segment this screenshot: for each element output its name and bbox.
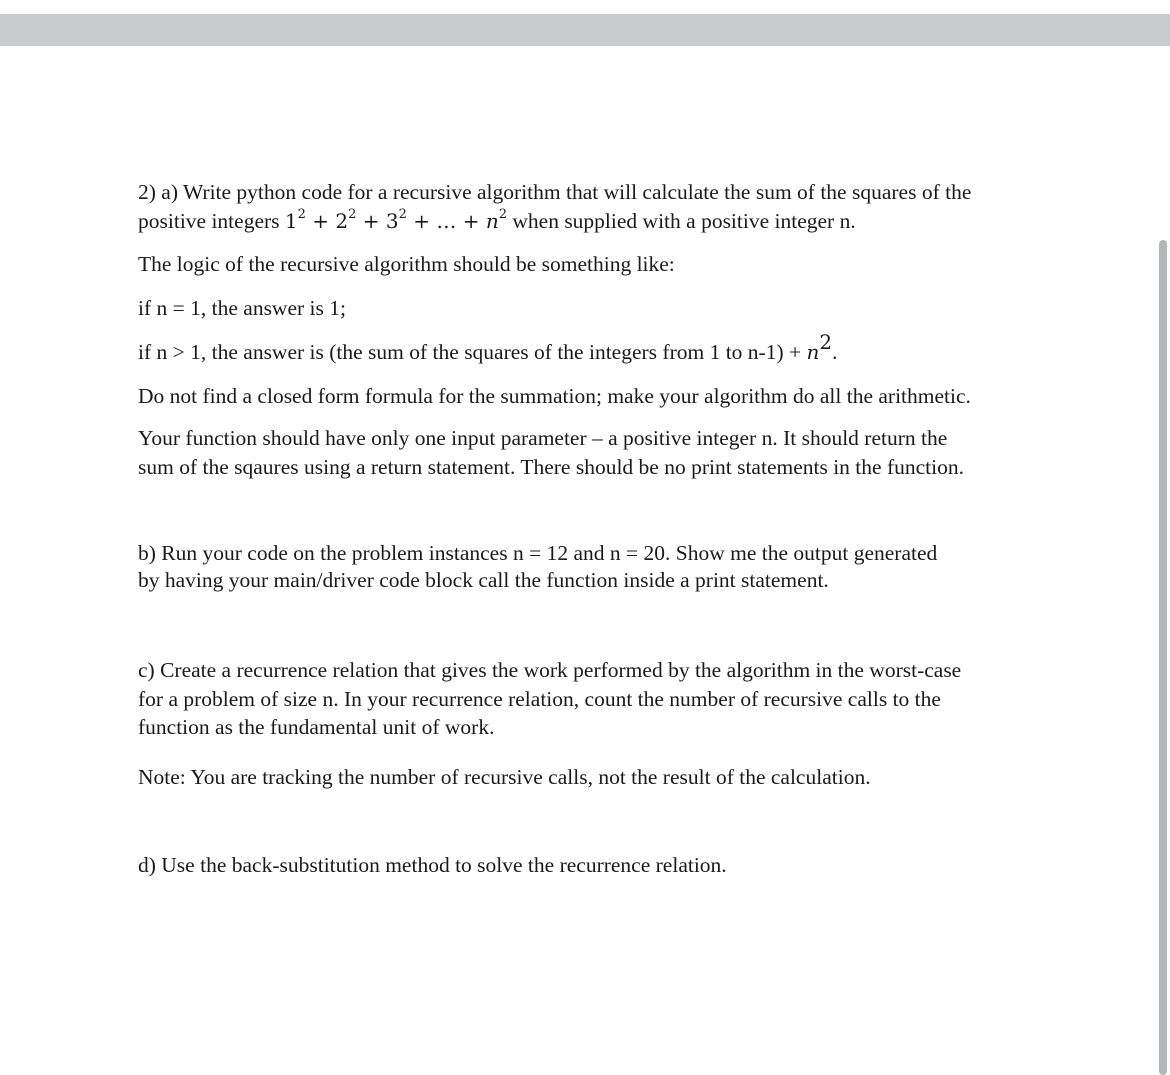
formula-term-n: n bbox=[485, 208, 499, 233]
base-case: if n = 1, the answer is 1; bbox=[138, 295, 346, 320]
part-b-line-1: b) Run your code on the problem instances n = 12 and n = 20. Show me the output generated bbox=[138, 541, 938, 565]
part-c-question bbox=[138, 656, 1048, 742]
part-c-line-2: for a problem of size n. In your recurrence relation, count the number of recursive calls to the bbox=[138, 686, 941, 711]
vertical-scrollbar[interactable] bbox=[1156, 240, 1170, 1075]
recursive-case bbox=[138, 329, 1048, 367]
formula-exponent-3: 2 bbox=[398, 206, 407, 222]
part-a-question bbox=[138, 178, 1048, 235]
recursive-case-text: if n > 1, the answer is (the sum of the squares of the integers from 1 to n-1) + bbox=[138, 340, 807, 364]
part-c-line-1: c) Create a recurrence relation that gives the work performed by the algorithm in the worst-case bbox=[138, 658, 962, 682]
part-c-line-3: function as the fundamental unit of work. bbox=[138, 715, 495, 739]
part-c-note: Note: You are tracking the number of recursive calls, not the result of the calculation. bbox=[138, 764, 871, 789]
logic-intro: The logic of the recursive algorithm should be something like: bbox=[138, 252, 675, 276]
part-a-line-2-prefix: positive integers bbox=[138, 208, 285, 233]
formula-term-1: 1 bbox=[284, 208, 298, 233]
formula-ellipsis: + … + bbox=[413, 208, 480, 233]
recursive-case-n: n bbox=[806, 340, 820, 364]
sum-formula bbox=[284, 206, 507, 233]
no-closed-form-instruction: Do not find a closed form formula for the summation; make your algorithm do all the arithmetic. bbox=[138, 383, 971, 408]
scrollbar-thumb[interactable] bbox=[1159, 240, 1167, 1075]
formula-term-2: + 2 bbox=[312, 208, 349, 233]
recursive-case-exponent: 2 bbox=[819, 329, 833, 354]
part-b-line-2: by having your main/driver code block call the function inside a print statement. bbox=[138, 568, 829, 592]
part-a-line-1: 2) a) Write python code for a recursive algorithm that will calculate the sum of the squares of the bbox=[138, 180, 972, 204]
top-toolbar-bar bbox=[0, 14, 1170, 46]
document-body bbox=[138, 178, 1048, 880]
formula-exponent-1: 2 bbox=[297, 206, 306, 222]
formula-exponent-n: 2 bbox=[498, 206, 507, 222]
part-b-question bbox=[138, 540, 1048, 594]
part-a-line-2-suffix: when supplied with a positive integer n. bbox=[507, 208, 856, 233]
function-req-line-1: Your function should have only one input parameter – a positive integer n. It should return the bbox=[138, 426, 948, 450]
function-req-line-2: sum of the sqaures using a return statement. There should be no print statements in the function. bbox=[138, 454, 964, 479]
formula-term-3: + 3 bbox=[362, 208, 399, 233]
recursive-case-period: . bbox=[832, 340, 838, 364]
formula-exponent-2: 2 bbox=[348, 206, 357, 222]
function-requirements bbox=[138, 424, 1048, 481]
part-d-question: d) Use the back-substitution method to solve the recurrence relation. bbox=[138, 853, 727, 877]
